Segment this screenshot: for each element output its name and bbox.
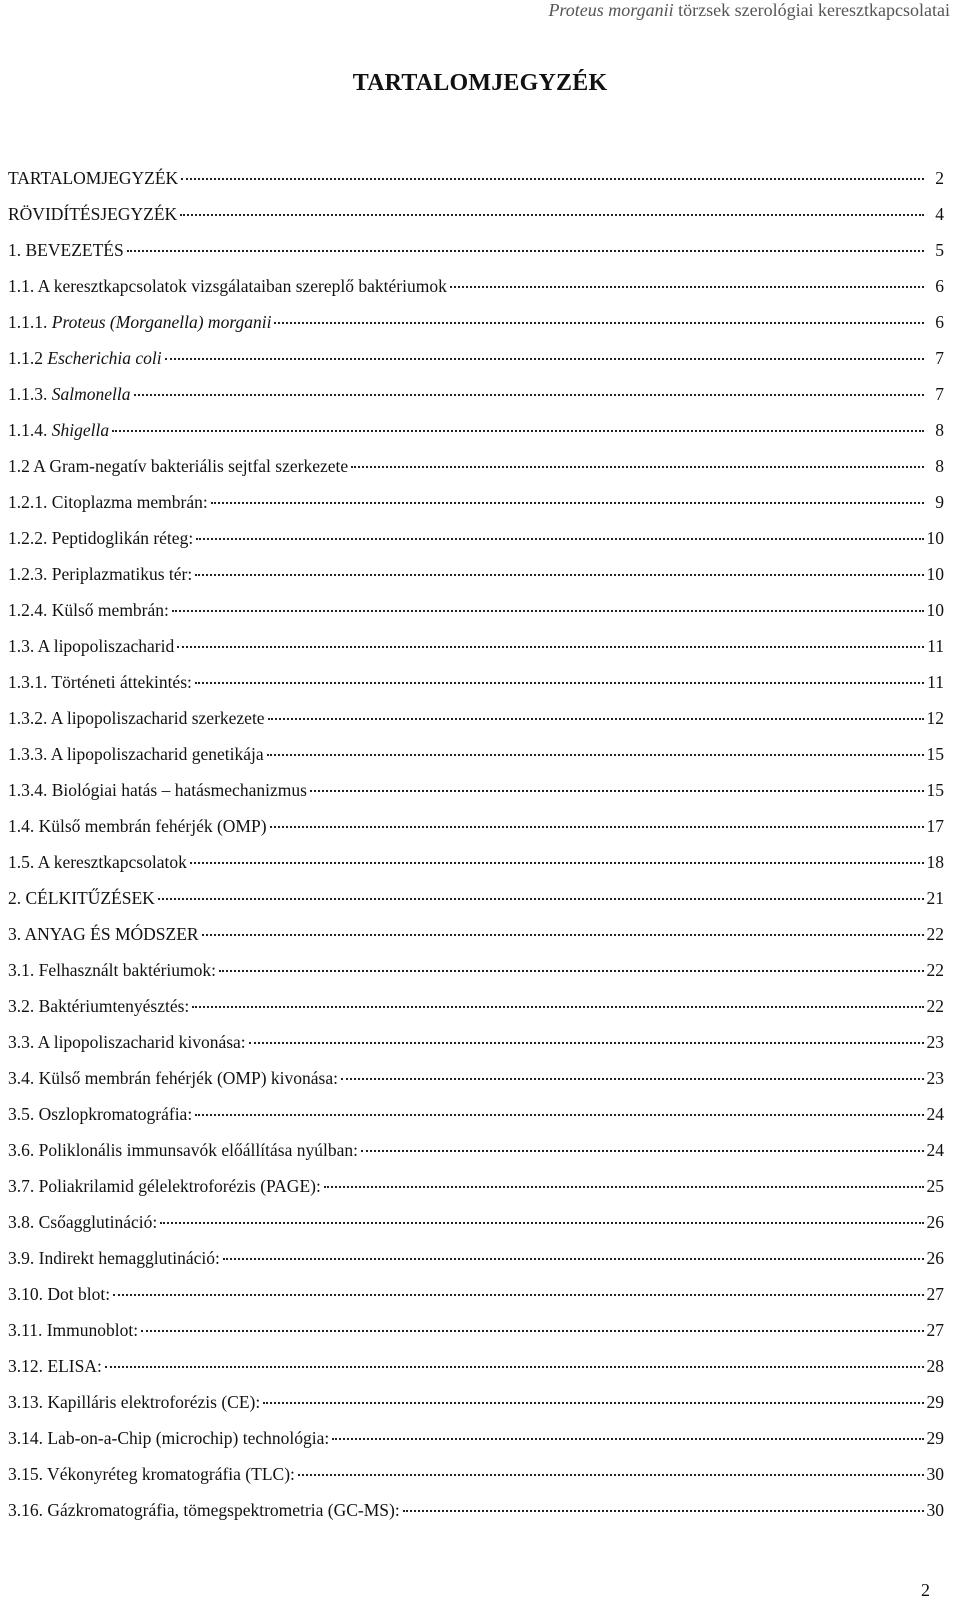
toc-entry-text: 1.5. A keresztkapcsolatok (8, 852, 187, 872)
toc-entry-page: 2 (935, 168, 944, 188)
toc-entry[interactable] (8, 412, 956, 448)
toc-entry-label (8, 1492, 401, 1528)
toc-entry-text: 1.2.3. Periplazmatikus tér: (8, 564, 193, 584)
toc-entry[interactable] (8, 736, 956, 772)
toc-entry[interactable] (8, 448, 956, 484)
toc-entry[interactable] (8, 1348, 956, 1384)
toc-entry-page: 12 (926, 708, 944, 728)
toc-entry-text: 1.3.4. Biológiai hatás – hatásmechanizmus (8, 780, 307, 800)
toc-title: TARTALOMJEGYZÉK (352, 70, 608, 96)
toc-entry-page: 23 (926, 1032, 944, 1052)
dot-leader (181, 178, 924, 180)
toc-entry-page: 5 (935, 240, 944, 260)
toc-entry-label (8, 628, 175, 664)
dot-leader (403, 1510, 924, 1512)
dot-leader (267, 754, 924, 756)
toc-entry[interactable] (8, 1168, 956, 1204)
toc-entry-page: 7 (935, 384, 944, 404)
dot-leader (211, 502, 924, 504)
toc-entry-label (8, 664, 193, 700)
toc-entry-page: 6 (935, 276, 944, 296)
dot-leader (192, 1006, 924, 1008)
toc-entry-text: 3.5. Oszlopkromatográfia: (8, 1104, 193, 1124)
toc-entry-label (8, 1348, 103, 1384)
toc-entry[interactable] (8, 1024, 956, 1060)
toc-entry[interactable] (8, 1132, 956, 1168)
toc-entry-label (8, 1312, 139, 1348)
toc-entry-label (8, 1456, 296, 1492)
toc-entry-text: 3.13. Kapilláris elektroforézis (CE): (8, 1392, 261, 1412)
dot-leader (249, 1042, 924, 1044)
dot-leader (202, 934, 924, 936)
toc-entry-label (8, 340, 163, 376)
dot-leader (332, 1438, 924, 1440)
toc-entry[interactable] (8, 664, 956, 700)
toc-entry[interactable] (8, 1060, 956, 1096)
toc-entry-text: 3.14. Lab-on-a-Chip (microchip) technológia: (8, 1428, 330, 1448)
toc-entry-page: 21 (926, 888, 944, 908)
toc-entry-label (8, 1168, 322, 1204)
dot-leader (160, 1222, 924, 1224)
toc-entry[interactable] (8, 268, 956, 304)
page-number: 2 (921, 1580, 930, 1600)
toc-entry-label (8, 556, 193, 592)
toc-entry-page: 8 (935, 420, 944, 440)
toc-entry-label (8, 1204, 158, 1240)
toc-entry-text: 3.2. Baktériumtenyésztés: (8, 996, 190, 1016)
toc-entry-label (8, 448, 349, 484)
toc-entry-text: 3.15. Vékonyréteg kromatográfia (TLC): (8, 1464, 295, 1484)
toc-entry[interactable] (8, 1240, 956, 1276)
toc-entry[interactable] (8, 484, 956, 520)
toc-entry-text: 1.2.1. Citoplazma membrán: (8, 492, 208, 512)
dot-leader (324, 1186, 924, 1188)
toc-entry-italic-text: Escherichia coli (47, 348, 162, 368)
dot-leader (180, 214, 924, 216)
toc-entry-label (8, 844, 188, 880)
toc-entry[interactable] (8, 160, 956, 196)
toc-entry-label (8, 700, 266, 736)
toc-entry-label (8, 160, 179, 196)
toc-entry-page: 10 (926, 600, 944, 620)
toc-entry[interactable] (8, 952, 956, 988)
dot-leader (105, 1366, 924, 1368)
dot-leader (134, 394, 925, 396)
dot-leader (310, 790, 924, 792)
dot-leader (195, 682, 924, 684)
toc-entry-text: 1.4. Külső membrán fehérjék (OMP) (8, 816, 267, 836)
toc-entry-page: 11 (927, 636, 944, 656)
toc-entry[interactable] (8, 232, 956, 268)
toc-entry-text: 1.1.1. (8, 312, 52, 332)
toc-entry-label (8, 484, 209, 520)
toc-entry-label (8, 592, 170, 628)
toc-entry-label (8, 736, 265, 772)
toc-entry[interactable] (8, 916, 956, 952)
toc-entry-label (8, 232, 125, 268)
toc-entry-text: 3.9. Indirekt hemagglutináció: (8, 1248, 220, 1268)
toc-entry[interactable] (8, 196, 956, 232)
dot-leader (141, 1330, 924, 1332)
toc-entry-label (8, 412, 110, 448)
toc-entry-page: 30 (926, 1500, 944, 1520)
toc-entry-page: 17 (926, 816, 944, 836)
toc-entry-label (8, 196, 178, 232)
dot-leader (177, 646, 924, 648)
toc-entry[interactable] (8, 628, 956, 664)
toc-entry-page: 10 (926, 564, 944, 584)
toc-entry-label (8, 1060, 339, 1096)
toc-entry-page: 29 (926, 1392, 944, 1412)
toc-entry-label (8, 268, 448, 304)
dot-leader (112, 430, 924, 432)
toc-entry[interactable] (8, 376, 956, 412)
toc-entry-page: 7 (935, 348, 944, 368)
toc-entry-label (8, 808, 268, 844)
toc-entry-label (8, 1276, 111, 1312)
toc-entry-page: 11 (927, 672, 944, 692)
toc-entry-page: 23 (926, 1068, 944, 1088)
toc-entry-text: 1.1.4. (8, 420, 52, 440)
toc-entry-page: 9 (935, 492, 944, 512)
toc-entry-page: 8 (935, 456, 944, 476)
toc-entry-page: 22 (926, 960, 944, 980)
toc-entry-page: 4 (935, 204, 944, 224)
toc-entry-page: 22 (926, 996, 944, 1016)
toc-entry-page: 10 (926, 528, 944, 548)
dot-leader (361, 1150, 924, 1152)
toc-entry-text: 1.2 A Gram-negatív bakteriális sejtfal szerkezete (8, 456, 349, 476)
toc-entry-text: 3.7. Poliakrilamid gélelektroforézis (PAGE): (8, 1176, 321, 1196)
toc-entry-text: 3.11. Immunoblot: (8, 1320, 139, 1340)
toc-entry[interactable] (8, 304, 956, 340)
toc-entry[interactable] (8, 1384, 956, 1420)
toc-entry-text: 3.12. ELISA: (8, 1356, 102, 1376)
toc-entry-text: 1.3.1. Történeti áttekintés: (8, 672, 192, 692)
toc-entry-text: TARTALOMJEGYZÉK (8, 168, 179, 188)
toc-entry-label (8, 1384, 261, 1420)
dot-leader (113, 1294, 924, 1296)
toc-entry-page: 6 (935, 312, 944, 332)
toc-entry-label (8, 772, 308, 808)
toc-entry[interactable] (8, 1420, 956, 1456)
toc-entry-page: 22 (926, 924, 944, 944)
dot-leader (268, 718, 924, 720)
toc-entry-text: 1.2.4. Külső membrán: (8, 600, 169, 620)
toc-entry[interactable] (8, 808, 956, 844)
table-of-contents (8, 160, 956, 1528)
toc-entry-text: 1.1. A keresztkapcsolatok vizsgálataiban szereplő baktériumok (8, 276, 447, 296)
toc-entry-label (8, 304, 272, 340)
toc-entry[interactable] (8, 880, 956, 916)
toc-entry-text: 3.3. A lipopoliszacharid kivonása: (8, 1032, 246, 1052)
running-header (548, 0, 950, 21)
toc-entry-label (8, 1024, 247, 1060)
toc-entry[interactable] (8, 520, 956, 556)
toc-entry-label (8, 1240, 221, 1276)
toc-entry[interactable] (8, 1276, 956, 1312)
toc-entry-text: 3.1. Felhasznált baktériumok: (8, 960, 217, 980)
toc-entry-text: 1. BEVEZETÉS (8, 240, 124, 260)
toc-entry-label (8, 916, 200, 952)
toc-entry-label (8, 376, 132, 412)
dot-leader (274, 322, 924, 324)
running-header-title: törzsek szerológiai keresztkapcsolatai (673, 0, 950, 20)
toc-entry-page: 25 (926, 1176, 944, 1196)
toc-entry-text: 3.6. Poliklonális immunsavók előállítása nyúlban: (8, 1140, 358, 1160)
toc-entry-italic-text: Salmonella (51, 384, 131, 404)
toc-entry-page: 24 (926, 1104, 944, 1124)
dot-leader (298, 1474, 924, 1476)
toc-entry-text: 2. CÉLKITŰZÉSEK (8, 888, 155, 908)
dot-leader (196, 538, 924, 540)
toc-entry-page: 15 (926, 780, 944, 800)
dot-leader (165, 358, 924, 360)
toc-entry-text: 1.3. A lipopoliszacharid (8, 636, 175, 656)
toc-entry-page: 24 (926, 1140, 944, 1160)
toc-entry-text: 1.1.2 (8, 348, 48, 368)
dot-leader (195, 574, 924, 576)
toc-entry-page: 18 (926, 852, 944, 872)
dot-leader (127, 250, 924, 252)
toc-entry-label (8, 1132, 359, 1168)
dot-leader (351, 466, 924, 468)
toc-entry-label (8, 520, 194, 556)
toc-entry[interactable] (8, 340, 956, 376)
toc-entry-italic-text: Proteus (Morganella) morganii (51, 312, 272, 332)
toc-entry-text: 3.10. Dot blot: (8, 1284, 111, 1304)
toc-entry-page: 15 (926, 744, 944, 764)
toc-entry-italic-text: Shigella (51, 420, 110, 440)
toc-entry-label (8, 952, 217, 988)
toc-entry-page: 27 (926, 1284, 944, 1304)
dot-leader (450, 286, 924, 288)
toc-entry-page: 29 (926, 1428, 944, 1448)
toc-entry[interactable] (8, 1204, 956, 1240)
dot-leader (190, 862, 924, 864)
dot-leader (263, 1402, 924, 1404)
dot-leader (341, 1078, 924, 1080)
toc-entry-text: 1.2.2. Peptidoglikán réteg: (8, 528, 194, 548)
toc-entry-text: 3.16. Gázkromatográfia, tömegspektrometria (GC-MS): (8, 1500, 400, 1520)
dot-leader (219, 970, 924, 972)
toc-entry-label (8, 988, 190, 1024)
dot-leader (195, 1114, 924, 1116)
toc-entry-label (8, 880, 156, 916)
toc-entry[interactable] (8, 556, 956, 592)
toc-entry-text: RÖVIDÍTÉSJEGYZÉK (8, 204, 178, 224)
toc-entry[interactable] (8, 1456, 956, 1492)
toc-entry-text: 1.3.3. A lipopoliszacharid genetikája (8, 744, 264, 764)
toc-entry-page: 30 (926, 1464, 944, 1484)
toc-entry-page: 26 (926, 1212, 944, 1232)
toc-entry-text: 1.1.3. (8, 384, 52, 404)
toc-entry[interactable] (8, 1492, 956, 1528)
running-header-species: Proteus morganii (548, 0, 674, 20)
dot-leader (158, 898, 924, 900)
toc-entry-text: 3. ANYAG ÉS MÓDSZER (8, 924, 199, 944)
dot-leader (223, 1258, 924, 1260)
toc-entry[interactable] (8, 1312, 956, 1348)
toc-entry-page: 27 (926, 1320, 944, 1340)
toc-entry-text: 3.4. Külső membrán fehérjék (OMP) kivonása: (8, 1068, 338, 1088)
toc-entry-text: 3.8. Csőagglutináció: (8, 1212, 158, 1232)
dot-leader (172, 610, 924, 612)
toc-entry-page: 28 (926, 1356, 944, 1376)
toc-entry[interactable] (8, 988, 956, 1024)
dot-leader (270, 826, 924, 828)
toc-entry[interactable] (8, 772, 956, 808)
toc-entry[interactable] (8, 844, 956, 880)
toc-entry[interactable] (8, 592, 956, 628)
toc-entry-text: 1.3.2. A lipopoliszacharid szerkezete (8, 708, 265, 728)
toc-entry-label (8, 1420, 330, 1456)
toc-entry[interactable] (8, 1096, 956, 1132)
toc-entry-label (8, 1096, 193, 1132)
toc-entry-page: 26 (926, 1248, 944, 1268)
toc-entry[interactable] (8, 700, 956, 736)
